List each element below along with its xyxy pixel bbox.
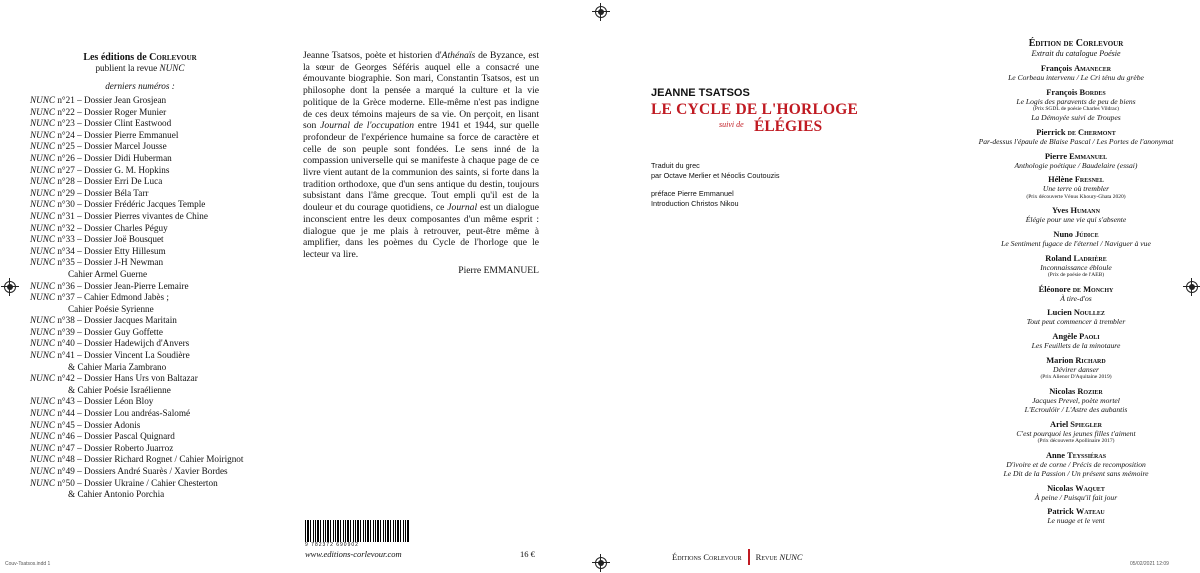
book-title: Tout peut commencer à trembler (1026, 317, 1126, 327)
nunc-issues-panel (30, 52, 250, 501)
book-title: C'est pourquoi les jeunes filles t'aiment (1016, 428, 1136, 438)
author-name: François Amanecer (1040, 64, 1112, 73)
book-title: Le Corbeau intervenu / Le Cri ténu du grèbe (1008, 73, 1144, 82)
list-item: NUNC n°24 – Dossier Pierre Emmanuel (30, 129, 179, 140)
catalogue-entry (976, 285, 1176, 303)
catalogue-entry (976, 356, 1176, 381)
list-item: NUNC n°45 – Dossier Adonis (30, 419, 141, 430)
list-item: NUNC n°21 – Dossier Jean Grosjean (30, 95, 167, 105)
catalogue-entry (976, 175, 1176, 200)
catalogue-entry (976, 206, 1176, 224)
book-title: L'Ecroulóir / L'Astre des aubantis (1024, 404, 1128, 414)
author-name: Pierre Emmanuel (1044, 151, 1108, 161)
list-item: NUNC n°46 – Dossier Pascal Quignard (30, 431, 175, 442)
book-title: Inconnaissance ébloule (1040, 262, 1112, 272)
list-item: NUNC n°50 – Dossier Ukraine / Cahier Chesterton (30, 477, 218, 488)
credit-preface: préface Pierre Emmanuel (651, 189, 734, 199)
registration-mark-icon (595, 6, 607, 18)
list-item: NUNC n°37 – Cahier Edmond Jabès ; (30, 292, 169, 303)
left-header (30, 52, 250, 63)
list-item: NUNC n°38 – Dossier Jacques Maritain (30, 315, 177, 326)
book-title: D'ivoire et de corne / Précis de recomposition (1006, 459, 1146, 469)
book-title: Anthologie poétique / Baudelaire (essai) (1014, 160, 1138, 170)
catalogue-entry (976, 230, 1176, 248)
barcode-digits: 9 782372 690902 (305, 542, 359, 548)
book-title: Élégie pour une vie qui s'absente (1025, 215, 1127, 225)
book-title: Le Dit de la Passion / Un présent sans mémoire (1003, 468, 1149, 478)
catalogue-entry (976, 254, 1176, 279)
file-slug: Couv-Tsatsos.indd 1 (5, 561, 51, 567)
date-slug: 05/02/2021 12:09 (1130, 561, 1169, 567)
back-cover-text (303, 50, 539, 276)
separator-bar (748, 549, 750, 565)
list-item: & Cahier Antonio Porchia (68, 489, 165, 500)
catalogue-entry (976, 484, 1176, 502)
book-title: Le Sentiment fugace de l'éternel / Naviguer à vue (1001, 238, 1151, 248)
author-name: Anne Teyssiéras (1045, 450, 1107, 460)
catalogue-title: Édition de Corlevour (1028, 38, 1124, 49)
nunc-issue-list (30, 95, 250, 501)
revue-label: Revue NUNC (755, 552, 803, 562)
book-title: Une terre où trembler (1042, 184, 1110, 194)
prize-note: (Prix Alienor D'Aquitaine 2019) (1040, 374, 1112, 381)
credit-translators: par Octave Merlier et Néoclis Coutouzis (651, 170, 780, 180)
author-name: Éléonore de Monchy (1038, 284, 1114, 294)
credit-translated: Traduit du grec (651, 161, 700, 170)
author-name: Roland Ladrière (1045, 253, 1107, 263)
list-item: NUNC n°33 – Dossier Joë Bousquet (30, 234, 164, 245)
list-item: & Cahier Poésie Israélienne (68, 384, 171, 395)
list-item: NUNC n°47 – Dossier Roberto Juarroz (30, 442, 174, 453)
list-item: NUNC n°43 – Dossier Léon Bloy (30, 396, 154, 407)
list-item: NUNC n°36 – Dossier Jean-Pierre Lemaire (30, 280, 189, 291)
catalogue-subtitle: Extrait du catalogue Poésie (1031, 49, 1121, 58)
list-item: NUNC n°40 – Dossier Hadewijch d'Anvers (30, 338, 190, 349)
prize-note: (Prix SGDL de poésie Charles Vildrac) (1033, 106, 1119, 112)
list-item: NUNC n°48 – Dossier Richard Rognet / Cahier Moirignot (30, 454, 244, 465)
book-title: Les Feuillets de la minotaure (1031, 341, 1121, 351)
barcode-icon (305, 520, 410, 542)
list-item: Cahier Poésie Syrienne (68, 303, 154, 314)
publisher-name: Éditions Corlevour (672, 552, 742, 562)
list-item: NUNC n°39 – Dossier Guy Goffette (30, 326, 163, 337)
list-item: NUNC n°31 – Dossier Pierres vivantes de Chine (30, 210, 208, 221)
list-item: NUNC n°27 – Dossier G. M. Hopkins (30, 164, 170, 175)
list-item: NUNC n°25 – Dossier Marcel Jousse (30, 141, 167, 152)
list-item: NUNC n°35 – Dossier J-H Newman (30, 257, 164, 268)
list-item: NUNC n°34 – Dossier Etty Hillesum (30, 245, 166, 256)
left-subheader-pre: publient la revue (95, 63, 160, 73)
catalogue-entry (976, 88, 1176, 122)
credits (651, 161, 780, 208)
author-name: Angèle Paoli (1052, 332, 1100, 342)
book-title: Jacques Prevel, poète mortel (1032, 395, 1120, 405)
list-item: NUNC n°22 – Dossier Roger Munier (30, 106, 167, 117)
catalogue-entry (976, 308, 1176, 326)
suivi-de: suivi de (719, 120, 744, 129)
registration-mark-icon (4, 281, 16, 293)
book-title: Dévirer danser (1053, 364, 1099, 374)
list-item: NUNC n°32 – Dossier Charles Péguy (30, 222, 168, 233)
registration-mark-icon (595, 557, 607, 569)
list-item: Cahier Armel Guerne (68, 268, 148, 279)
author-name: Nicolas Rozier (1049, 386, 1103, 396)
book-subtitle: ÉLÉGIES (754, 118, 823, 135)
left-subheader-revue: NUNC (159, 63, 185, 73)
website-url: www.editions-corlevour.com (305, 549, 402, 559)
catalogue-entry (976, 152, 1176, 170)
catalogue-entry (976, 332, 1176, 350)
author-name: Lucien Noullez (1047, 308, 1105, 318)
price: 16 € (520, 549, 535, 559)
book-title: À peine / Puisqu'il fait jour (1034, 492, 1118, 502)
catalogue-list (976, 64, 1176, 526)
author-name: Patrick Wateau (1047, 507, 1105, 517)
left-latest-label: derniers numéros : (105, 81, 175, 91)
list-item: NUNC n°26 – Dossier Didi Huberman (30, 152, 172, 163)
author-name: Pierrick de Chermont (1036, 127, 1116, 137)
back-cover-paragraph: Jeanne Tsatsos, poète et historien d'Athénaïs de Byzance, est la sœur de Georges Séféris auquel elle a consacré une émouvante biographie. Son mari, Constantin Tsatsos, est un philosophe dont la pensée a marqué la culture et la vie politique de la Grèce moderne. Elle-même n'est pas indigne de ces deux témoins majeurs de sa vie. On perçoit, en lisant son Journal de l'occupation entre 1941 et 1944, sur quelle profondeur de l'expérience humaine sa force de caractère et celle de son peuple sont fondées. Le sens inné de la compassion universelle qui se manifeste à chaque page de ce livre vient autant de la communion des saints, si forte dans la tradition orthodoxe, que d'un sens antique du destin, toujours subsistant dans l'âme grecque. Tout empli qu'il est de la douleur et du courage quotidiens, ce Journal est un dialogue inconscient entre les deux composantes d'un même esprit : dialogue que je me plais à retrouver, peut-être même à amplifier, dans les poèmes du Cycle de l'horloge que le lecteur va lire. (303, 50, 540, 260)
registration-mark-icon (1186, 281, 1198, 293)
author-name: Hélène Fresnel (1048, 175, 1104, 185)
book-title: À tire-d'os (1060, 293, 1092, 303)
author-name: Nicolas Waquet (1047, 483, 1105, 493)
publisher-line (672, 549, 803, 565)
credit-introduction: Introduction Christos Nikou (651, 198, 739, 208)
book-title: Le nuage et le vent (1047, 516, 1105, 526)
catalogue-entry (976, 507, 1176, 525)
author-name: François Bordes (1046, 87, 1106, 97)
list-item: NUNC n°23 – Dossier Clint Eastwood (30, 118, 172, 129)
signature: Pierre EMMANUEL (458, 264, 539, 276)
left-subheader (30, 63, 250, 74)
catalogue-entry (976, 64, 1176, 82)
book-title: Le Logis des paravents de peu de biens (1016, 96, 1136, 106)
book-title: Par-dessus l'épaule de Blaise Pascal / Les Portes de l'anonymat (978, 136, 1174, 146)
author-name: Marion Richard (1046, 355, 1106, 365)
prize-note: (Prix de poésie de l'AEB) (1047, 271, 1105, 278)
list-item: NUNC n°28 – Dossier Erri De Luca (30, 176, 163, 187)
author-name: Nuno Júdice (1053, 229, 1099, 239)
list-item: NUNC n°29 – Dossier Béla Tarr (30, 187, 149, 198)
list-item: NUNC n°49 – Dossiers André Suarès / Xavier Bordes (30, 466, 228, 476)
left-header-pre: Les éditions de (83, 52, 150, 63)
list-item: NUNC n°30 – Dossier Frédéric Jacques Temple (30, 199, 206, 210)
list-item: & Cahier Maria Zambrano (68, 361, 167, 372)
list-item: NUNC n°41 – Dossier Vincent La Soudière (30, 350, 190, 361)
catalogue-entry (976, 451, 1176, 478)
book-title: LE CYCLE DE L'HORLOGE (651, 101, 859, 118)
author-name: JEANNE TSATSOS (651, 87, 750, 99)
catalogue-entry (976, 128, 1176, 146)
catalogue-entry (976, 420, 1176, 445)
catalogue-entry (976, 387, 1176, 414)
catalogue-panel (976, 38, 1176, 526)
author-name: Yves Humann (1052, 206, 1100, 216)
list-item: NUNC n°42 – Dossier Hans Urs von Baltazar (30, 373, 198, 384)
author-name: Ariel Spiegler (1050, 419, 1102, 429)
prize-note: (Prix découverte Vénus Khoury-Ghata 2020) (1026, 193, 1126, 200)
list-item: NUNC n°44 – Dossier Lou andréas-Salomé (30, 408, 191, 419)
prize-note: (Prix découverte Apollinaire 2017) (1037, 437, 1115, 444)
book-title: La Démoyée suivi de Troupes (1031, 113, 1121, 122)
left-header-brand: Corlevour (149, 52, 197, 63)
